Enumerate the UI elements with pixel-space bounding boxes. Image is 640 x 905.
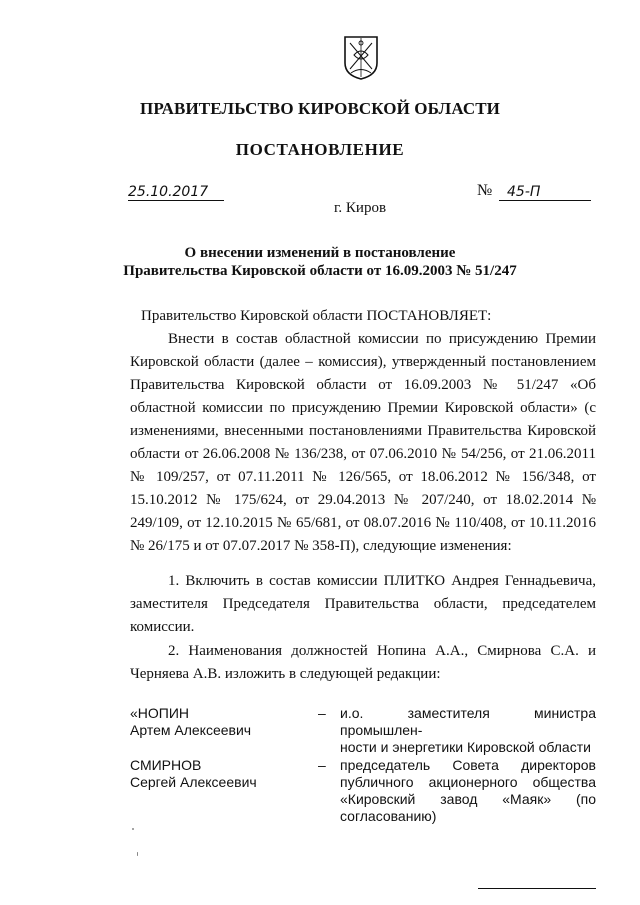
member-name (130, 757, 310, 791)
government-title: ПРАВИТЕЛЬСТВО КИРОВСКОЙ ОБЛАСТИ (140, 99, 500, 118)
role-line: председатель Совета директоров (340, 757, 596, 773)
document-number: 45-П (499, 184, 591, 201)
document-date: 25.10.2017 (128, 184, 224, 201)
subject-line: Правительства Кировской области от 16.09.2003 № 51/247 (123, 263, 517, 279)
paragraph-changes: Внести в состав областной комиссии по присуждению Премии Кировской области (далее – комиссия), утвержденный постановлением Правительства Кировской области от 16.09.2003 № 51/247 «Об областной комиссии по присуждению Премии Кировской области» (с изменениями, внесенными постановлениями Правительства Кировской области от 26.06.2008 № 136/238, от 07.06.2010 № 54/256, от 21.06.2011 № 109/257, от 07.11.2011 № 126/565, от 18.06.2012 № 156/348, от 15.10.2012 № 175/624, от 29.04.2013 № 207/240, от 18.02.2014 № 249/109, от 12.10.2015 № 65/681, от 08.07.2016 № 110/408, от 10.11.2016 № 26/175 и от 07.07.2017 № 358-П), следующие изменения: (130, 331, 596, 554)
paragraph-item-2: 2. Наименования должностей Нопина А.А., Смирнова С.А. и Черняева А.В. изложить в следующей редакции: (130, 643, 596, 682)
footer-rule (478, 888, 596, 889)
member-role (340, 757, 596, 825)
subject-line: О внесении изменений в постановление (184, 245, 456, 261)
number-label: № (477, 182, 493, 199)
role-line: согласованию) (340, 808, 437, 824)
entry-dash: – (318, 705, 326, 721)
member-given-name: Сергей Алексеевич (130, 774, 257, 790)
role-line: ности и энергетики Кировской области (340, 739, 591, 755)
member-role (340, 705, 596, 756)
coat-of-arms-icon (342, 33, 380, 81)
document-subject (0, 244, 640, 280)
resolution-intro: Правительство Кировской области ПОСТАНОВЛЯЕТ: (141, 308, 492, 324)
scan-speck (132, 828, 134, 830)
entry-dash: – (318, 757, 326, 773)
role-line: и.о. заместителя министра промышлен- (340, 705, 596, 738)
city: г. Киров (333, 200, 387, 216)
member-surname: СМИРНОВ (130, 757, 202, 773)
member-name (130, 705, 310, 739)
role-line: публичного акционерного общества (340, 774, 596, 790)
member-surname: «НОПИН (130, 705, 190, 721)
document-kind: ПОСТАНОВЛЕНИЕ (235, 140, 405, 159)
scan-speck (137, 852, 138, 856)
paragraph-item-1: 1. Включить в состав комиссии ПЛИТКО Андрея Геннадьевича, заместителя Председателя Правительства области, председателем комиссии. (130, 573, 596, 635)
member-given-name: Артем Алексеевич (130, 722, 252, 738)
role-line: «Кировский завод «Маяк» (по (340, 791, 596, 807)
